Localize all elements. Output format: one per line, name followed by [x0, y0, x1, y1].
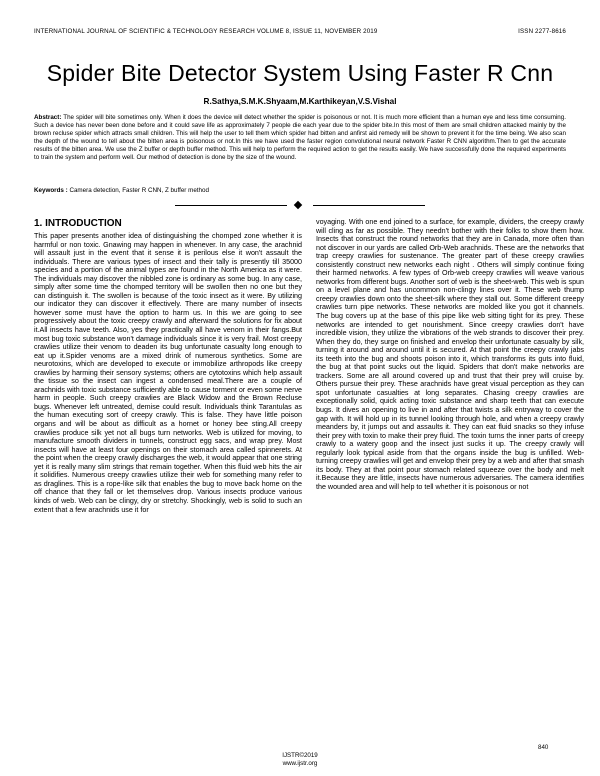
footer-website[interactable]: www.ijstr.org — [282, 759, 318, 767]
paper-title: Spider Bite Detector System Using Faster R Cnn — [46, 60, 554, 86]
keywords-label: Keywords : — [34, 187, 68, 194]
divider-line-left — [175, 205, 287, 206]
journal-name: INTERNATIONAL JOURNAL OF SCIENTIFIC & TECHNOLOGY RESEARCH VOLUME 8, ISSUE 11, NOVEMBER 2019 — [34, 28, 378, 35]
left-column — [34, 218, 302, 514]
abstract-text: The spider will bite sometimes only. When it does the device will detect whether the spider is poisonous or not. It is much more efficient than a human eye and less time consuming. Such a device has never been done before and it could save life as approximately 7 people die each year due to the spider bite.In this most of them are small children attacked mainly by the brown recluse spider which attracts small children. This will help the user to tell them which spider had bitten and anfirst aid remedy will be shown to prevent it for the time being. We also scan the depth of the wound to tell about the bitten area is poisonous or not.In this we have used the faster region convolutional neural network Faster R CNN algorithm.Then to get the accurate results of the bitten area. We use the Z buffer or depth buffer method. This will help to perform the required action to get the results easily. We have successfully done the required experiments to train the system and perform well. Our method of detection is done by the size of the wound. — [34, 114, 566, 162]
section-divider — [175, 201, 425, 209]
section-heading: 1. INTRODUCTION — [34, 218, 122, 229]
journal-header — [34, 28, 566, 35]
paper-authors: R.Sathya,S.M.K.Shyaam,M.Karthikeyan,V.S.Vishal — [203, 97, 397, 106]
page-number: 840 — [538, 744, 549, 751]
keywords — [34, 187, 566, 195]
right-column — [316, 218, 584, 492]
right-column-text: voyaging. With one end joined to a surface, for example, dividers, the creepy crawly will cling as far as possible. They needn't bother with their folks to show them how. Insects that construct the round networks that they are in Canada, more often than not discover in our yards are called Orb-Web arachnids. These are the networks that trap creepy crawlies for sustenance. The greater part of these creepy crawlies consistently construct new networks each night . Others will simply continue fixing their harmed networks. A few types of Orb-web creepy crawlies will weave various networks from different bugs. Another sort of web is the sheet-web. This web is spun on a level plane and has uncommon non-clingy lines over it. These web thump creepy crawlies down onto the sheet-silk where they stall out. Some different creepy crawlies turn pipe networks. These networks are molded like you got it channels. The bug covers up at the base of this pipe like web sitting tight for its prey. These networks are intended to get nourishment. Since creepy crawlies don't have incredible vision, they utilize the vibrations of the web strands to discover their prey. When they do, they surge on finished and envelop their unfortunate casualty by silk, turning it around and around until it is secured. At that point the creepy crawly jabs its teeth into the bug and shoots poison into it, which transforms its guts into fluid, the bug at that point sucks out the liquid. Spiders that don't make networks are trackers. Some are all around covered up and trust that their prey will cruise by. Others pursue their prey. These arachnids have great visual perception as they can spot unfortunate casualties at long separates. Chasing creepy crawlies are exceptionally solid, quick acting toxic substance and sharp teeth that can execute bugs. It dives an opening to live in and after that twists a silk entryway to cover the gap with. It will hold up in its tunnel looking through hole, and when a creepy crawly meanders by, it jumps out and assaults it. They can eat fluid snacks so they infuse their prey with toxin to make their prey fluid. The toxin turns the inner parts of creepy crawly to a watery goop and the insect just sucks it up. The creepy crawly will regularly look typical aside from that the organs inside the bug is unfilled. Web-turning creepy crawlies will get and envelop their prey by a web and after that smash its body. They at that point pour stomach related squeeze over the body and melt it.Because they are little, insects have numerous adversaries. The camera identifies the wounded area and will help to tell whether it is poisonous or not — [316, 218, 584, 491]
left-column-text: This paper presents another idea of distinguishing the chomped zone whether it is harmful or non toxic. Gnawing may happen in whenever. In any case, the arachnid will assault just in the event that it sense it is perilous else it won't assault the individuals. There are various types of insect and their tally is presently till 35000 species and a portion of the animal types are found in the North America as it were. The individuals may discover the nibbled zone is ordinary as some bug. In any case, simply after some time the chomped territory will be swollen then no one but they can distinguish it. The swollen is because of the toxic insect as it were. By utilizing our indicator they can discover it effectively. There are many number of insects however some must have the option to harm us. In this we are going to see progressively about the toxic creepy crawly and afterward the solutions for fix about it.All insects have teeth. Also, yes they practically all have venom in their fangs.But most bug toxic substance won't damage individuals since it is very frail. Most creepy crawlies utilize their venom to deaden its bug unfortunate casualty long enough to eat up it.Spider venoms are a mixed drink of numerous synthetics. Some are neurotoxins, which are developed to execute or immobilize arthropods like creepy crawlies by harming their sensory systems; others are cytotoxins which help assault the tissue so the insect can ingest a condensed meal.There are a couple of arachnids with toxic substance sufficiently able to cause torment or even some nerve harm in people. Such creepy crawlies are Black Widow and the Brown Recluse bugs. Whenever left untreated, demise could result. Individuals think Tarantulas as the human executing sort of creepy crawly. This is false. They have little poison organs and will be about as difficult as a hornet or honey bee sting.All creepy crawlies produce silk yet not all bugs turn networks. Web is utilized for moving, to manufacture smooth dividers in tunnels, construct egg sacs, and wrap prey. Most insects will have at least four openings on their stomach area called spinnerets. At the point when the creepy crawly discharges the web, it would appear that one string yet it is really many slim strings that remain together. When this fluid web hits the air it solidifies. Numerous creepy crawlies utilize their web for something many refer to as draglines. This is a rope-like silk that enables the bug to move back home on the off chance that they fall or let themselves drop. Various insects produce various kinds of web. Web can be clingy, dry or stretchy. Shockingly, web is solid to such an extent that a few arachnids use it for — [34, 232, 302, 514]
keywords-text: Camera detection, Faster R CNN, Z buffer method — [67, 187, 209, 194]
abstract — [34, 114, 566, 163]
footer-copyright: IJSTR©2019 — [282, 752, 318, 759]
diamond-icon — [294, 201, 302, 209]
divider-line-right — [313, 205, 425, 206]
abstract-label: Abstract: — [34, 114, 62, 121]
footer — [0, 752, 600, 767]
issn: ISSN 2277-8616 — [518, 28, 566, 35]
